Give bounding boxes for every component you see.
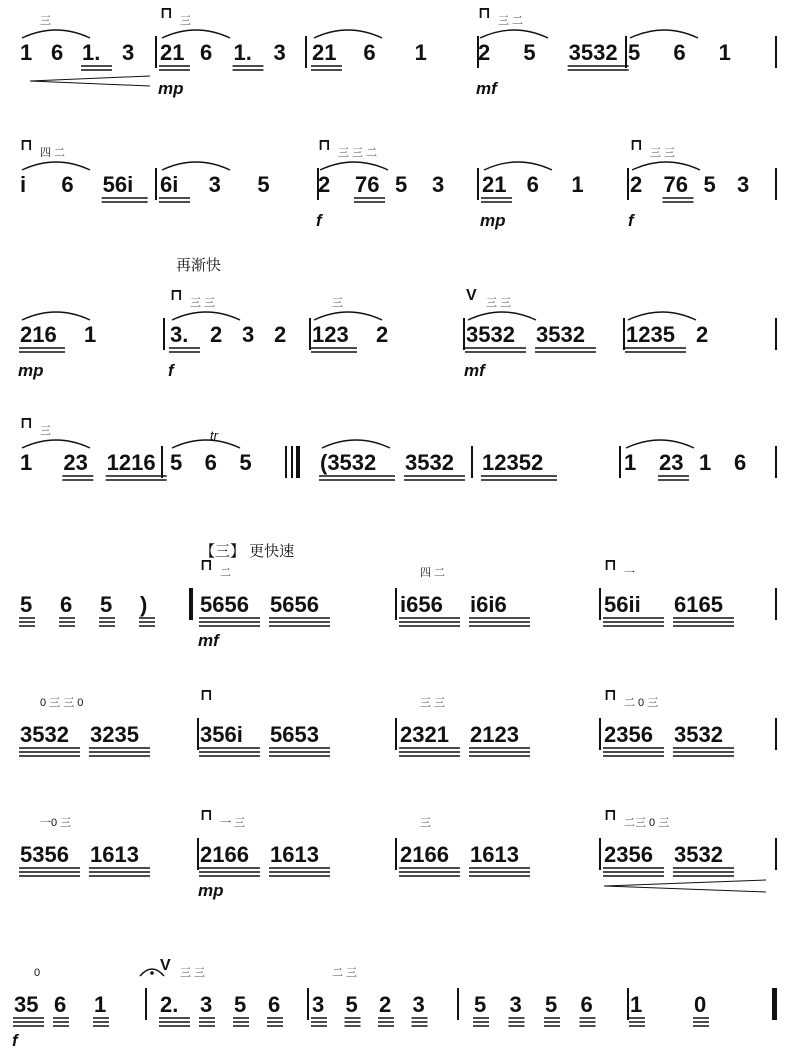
- jianpu-note: 1: [20, 40, 33, 65]
- slur-arc: [480, 30, 548, 38]
- slur-arc: [626, 440, 694, 448]
- bow-mark: ⊓: [478, 5, 491, 22]
- jianpu-note: 56i: [102, 172, 134, 197]
- dynamic-mark: f: [12, 1031, 18, 1050]
- jianpu-note: 5: [628, 40, 641, 65]
- jianpu-note: 3532: [674, 722, 723, 747]
- jianpu-note: 6: [51, 40, 64, 65]
- jianpu-note: 3: [412, 992, 425, 1017]
- slur-arc: [632, 162, 700, 170]
- jianpu-note: 76: [663, 172, 688, 197]
- jianpu-note: i656: [400, 592, 443, 617]
- jianpu-note: 21: [160, 40, 185, 65]
- jianpu-note: 3532: [20, 722, 69, 747]
- jianpu-note: 3: [242, 322, 255, 347]
- jianpu-note: 2321: [400, 722, 449, 747]
- jianpu-note: 21: [482, 172, 507, 197]
- slur-arc: [22, 30, 90, 38]
- jianpu-note: 35: [14, 992, 39, 1017]
- jianpu-note: 5656: [270, 592, 319, 617]
- jianpu-note: 5: [170, 450, 183, 475]
- fingering-mark: 三 三: [420, 697, 446, 709]
- jianpu-note: 3532: [466, 322, 515, 347]
- jianpu-note: 23: [63, 450, 88, 475]
- bow-mark: ⊓: [170, 287, 183, 304]
- jianpu-note: 2: [478, 40, 491, 65]
- jianpu-note: 1235: [626, 322, 675, 347]
- jianpu-note: 6: [363, 40, 376, 65]
- jianpu-note: 6: [580, 992, 593, 1017]
- jianpu-note: 5: [703, 172, 716, 197]
- bow-mark: ⊓: [604, 807, 617, 824]
- fingering-mark: 二: [220, 567, 231, 579]
- fingering-mark: 二三 0 三: [624, 817, 670, 829]
- jianpu-note: 3: [200, 992, 213, 1017]
- fingering-mark: 四 二: [40, 147, 66, 159]
- bow-mark: V: [466, 287, 477, 304]
- jianpu-note: ): [140, 592, 148, 617]
- dynamic-mark: f: [316, 211, 322, 230]
- fingering-mark: 0: [34, 967, 41, 979]
- bow-mark: V: [160, 957, 171, 974]
- jianpu-note: 3: [122, 40, 135, 65]
- jianpu-note: 2166: [400, 842, 449, 867]
- slur-arc: [162, 162, 230, 170]
- jianpu-note: 6: [54, 992, 67, 1017]
- crescendo-hairpin: [30, 81, 150, 86]
- fingering-mark: 二 三: [332, 967, 358, 979]
- jianpu-note: 6: [61, 172, 74, 197]
- jianpu-note: 5: [474, 992, 487, 1017]
- dynamic-mark: mp: [158, 79, 184, 98]
- jianpu-note: 1: [414, 40, 427, 65]
- slur-arc: [322, 440, 390, 448]
- jianpu-note: 5: [20, 592, 33, 617]
- fingering-mark: 二 0 三: [624, 697, 659, 709]
- fingering-mark: 三 三: [486, 297, 512, 309]
- jianpu-note: 2.: [160, 992, 179, 1017]
- jianpu-note: 3532: [568, 40, 618, 65]
- jianpu-note: 1: [20, 450, 33, 475]
- jianpu-note: 5: [257, 172, 270, 197]
- jianpu-note: 2: [630, 172, 643, 197]
- jianpu-note: 1: [624, 450, 637, 475]
- jianpu-note: 2166: [200, 842, 249, 867]
- jianpu-note: 2: [379, 992, 392, 1017]
- jianpu-note: 2123: [470, 722, 519, 747]
- trill-mark: tr: [210, 428, 218, 443]
- jianpu-note: 5: [545, 992, 558, 1017]
- tempo-instruction: 再渐快: [176, 257, 222, 274]
- jianpu-note: 1216: [106, 450, 156, 475]
- jianpu-note: 6: [200, 40, 213, 65]
- slur-arc: [22, 162, 90, 170]
- jianpu-note: 2: [274, 322, 287, 347]
- jianpu-note: 3: [312, 992, 325, 1017]
- bow-mark: ⊓: [604, 557, 617, 574]
- jianpu-note: 3: [208, 172, 221, 197]
- jianpu-note: 1.: [233, 40, 252, 65]
- jianpu-note: 5: [395, 172, 408, 197]
- jianpu-note: 23: [659, 450, 684, 475]
- jianpu-note: 1613: [470, 842, 519, 867]
- slur-arc: [22, 312, 90, 320]
- jianpu-note: 3: [737, 172, 750, 197]
- jianpu-note: 3: [273, 40, 286, 65]
- jianpu-note: 356i: [200, 722, 243, 747]
- jianpu-note: 6i: [160, 172, 179, 197]
- dynamic-mark: f: [628, 211, 634, 230]
- jianpu-note: 2: [376, 322, 389, 347]
- jianpu-note: 6: [673, 40, 686, 65]
- jianpu-note: 1: [571, 172, 584, 197]
- jianpu-note: 1: [94, 992, 107, 1017]
- slur-arc: [484, 162, 552, 170]
- fingering-mark: 三 二: [498, 15, 524, 27]
- bow-mark: ⊓: [200, 687, 213, 704]
- jianpu-note: 6: [60, 592, 73, 617]
- fingering-mark: 三 三: [650, 147, 676, 159]
- jianpu-note: 6: [526, 172, 539, 197]
- jianpu-note: 1: [630, 992, 643, 1017]
- fingering-mark: 一: [624, 567, 635, 579]
- crescendo-hairpin: [604, 886, 766, 892]
- jianpu-note: 6: [734, 450, 747, 475]
- jianpu-note: 2: [696, 322, 709, 347]
- slur-arc: [314, 312, 382, 320]
- fermata-dot: [150, 971, 154, 975]
- dynamic-mark: mp: [198, 881, 224, 900]
- bow-mark: ⊓: [160, 5, 173, 22]
- bow-mark: ⊓: [20, 137, 33, 154]
- jianpu-note: 3532: [405, 450, 454, 475]
- jianpu-note: 56ii: [604, 592, 641, 617]
- jianpu-note: 5: [234, 992, 247, 1017]
- jianpu-note: 1.: [82, 40, 101, 65]
- jianpu-note: 2356: [604, 842, 653, 867]
- fingering-mark: 四 二: [420, 567, 446, 579]
- slur-arc: [172, 440, 240, 448]
- jianpu-note: 6: [204, 450, 217, 475]
- jianpu-note: 6: [268, 992, 281, 1017]
- dynamic-mark: mf: [198, 631, 219, 650]
- jianpu-note: 21: [312, 40, 337, 65]
- dynamic-mark: mf: [476, 79, 497, 98]
- crescendo-hairpin: [604, 880, 766, 886]
- slur-arc: [630, 30, 698, 38]
- bow-mark: ⊓: [200, 807, 213, 824]
- jianpu-note: 5356: [20, 842, 69, 867]
- jianpu-note: 3: [509, 992, 522, 1017]
- section-label: 【三】 更快速: [200, 543, 295, 560]
- jianpu-note: 3532: [674, 842, 723, 867]
- jianpu-note: 76: [355, 172, 380, 197]
- fingering-mark: 三: [180, 15, 191, 27]
- slur-arc: [468, 312, 536, 320]
- jianpu-note: 1613: [90, 842, 139, 867]
- bow-mark: ⊓: [630, 137, 643, 154]
- jianpu-note: 0: [694, 992, 707, 1017]
- fingering-mark: 0 三 三 0: [40, 697, 84, 709]
- jianpu-note: 3235: [90, 722, 139, 747]
- fingering-mark: 三: [40, 425, 51, 437]
- jianpu-note: 2: [210, 322, 223, 347]
- jianpu-note: i: [20, 172, 27, 197]
- jianpu-note: 5: [239, 450, 252, 475]
- jianpu-note: 5656: [200, 592, 249, 617]
- jianpu-note: 2: [318, 172, 331, 197]
- jianpu-note: 216: [20, 322, 57, 347]
- jianpu-note: 3.: [170, 322, 189, 347]
- dynamic-mark: mp: [18, 361, 44, 380]
- slur-arc: [22, 440, 90, 448]
- bow-mark: ⊓: [604, 687, 617, 704]
- jianpu-note: 2356: [604, 722, 653, 747]
- jianpu-note: 5653: [270, 722, 319, 747]
- bow-mark: ⊓: [20, 415, 33, 432]
- jianpu-note: 1: [699, 450, 712, 475]
- jianpu-note: 1: [718, 40, 731, 65]
- fingering-mark: 三: [40, 15, 51, 27]
- jianpu-note: 6165: [674, 592, 723, 617]
- slur-arc: [320, 162, 388, 170]
- slur-arc: [314, 30, 382, 38]
- slur-arc: [162, 30, 230, 38]
- jianpu-note: 3532: [536, 322, 585, 347]
- jianpu-note: 5: [523, 40, 536, 65]
- fingering-mark: 三: [332, 297, 343, 309]
- jianpu-note: 12352: [482, 450, 544, 475]
- crescendo-hairpin: [30, 76, 150, 81]
- jianpu-note: 5: [345, 992, 358, 1017]
- fingering-mark: 三 三 二: [338, 147, 378, 159]
- jianpu-note: 5: [100, 592, 113, 617]
- dynamic-mark: f: [168, 361, 174, 380]
- jianpu-note: 3: [432, 172, 445, 197]
- fingering-mark: 三: [420, 817, 431, 829]
- jianpu-note: i6i6: [470, 592, 507, 617]
- slur-arc: [172, 312, 240, 320]
- jianpu-note: 123: [312, 322, 349, 347]
- bow-mark: ⊓: [318, 137, 331, 154]
- dynamic-mark: mp: [480, 211, 506, 230]
- slur-arc: [628, 312, 696, 320]
- jianpu-note: 1613: [270, 842, 319, 867]
- fingering-mark: 一0 三: [40, 817, 72, 829]
- bow-mark: ⊓: [200, 557, 213, 574]
- fingering-mark: 一 三: [220, 817, 246, 829]
- jianpu-note: (3532: [320, 450, 377, 475]
- jianpu-note: 1: [84, 322, 97, 347]
- dynamic-mark: mf: [464, 361, 485, 380]
- fingering-mark: 三 三: [190, 297, 216, 309]
- fingering-mark: 三 三: [180, 967, 206, 979]
